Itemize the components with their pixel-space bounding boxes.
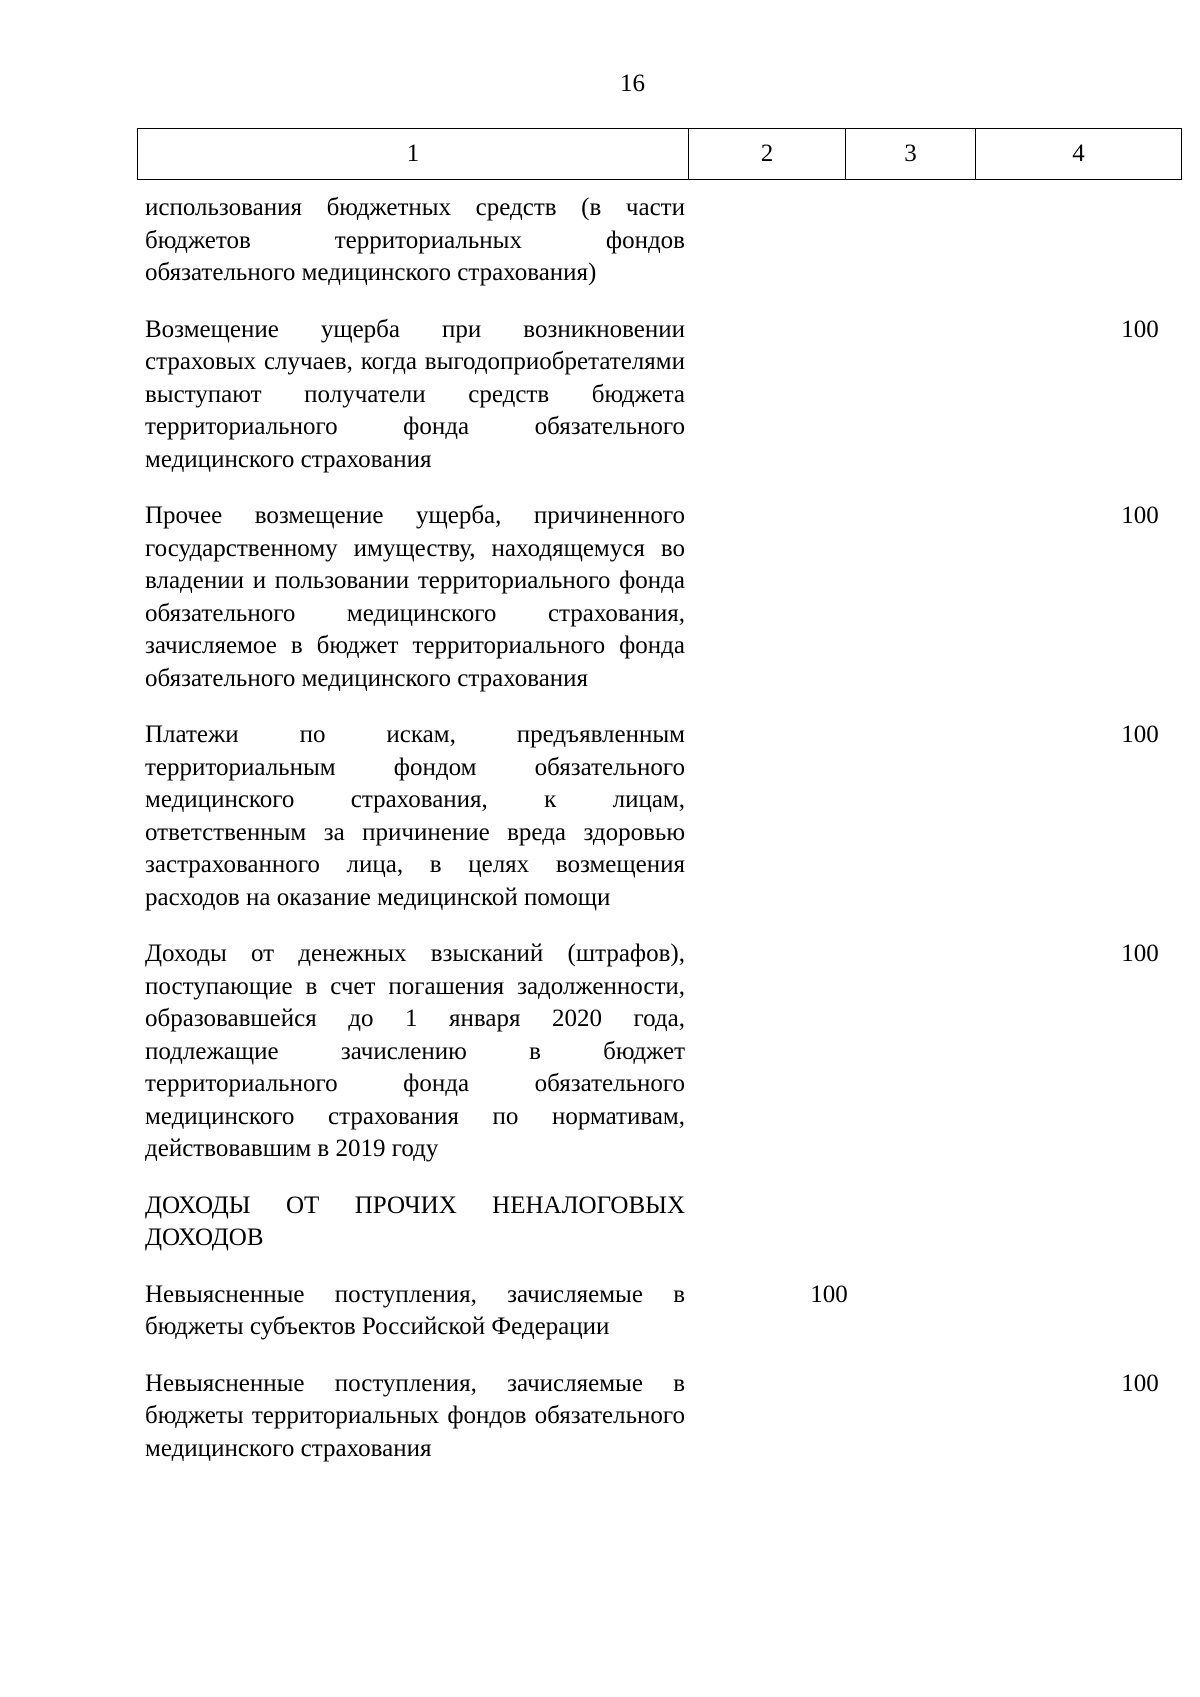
header-col-1: 1: [138, 129, 689, 180]
row-value-col4: 100: [1121, 502, 1159, 529]
table-row: [145, 719, 1185, 914]
table-row: [145, 1368, 1185, 1466]
section-heading: ДОХОДЫ ОТ ПРОЧИХ НЕНАЛОГОВЫХ ДОХОДОВ: [145, 1191, 685, 1251]
header-col-3: 3: [846, 129, 976, 180]
row-description: Невыясненные поступления, зачисляемые в бюджеты субъектов Российской Федерации: [145, 1280, 685, 1340]
section-heading-row: [145, 1190, 1185, 1255]
row-description: Возмещение ущерба при возникновении страховых случаев, когда выгодоприобретателями выступают получатели средств бюджета территориального фонда обязательного медицинского страхования: [145, 315, 685, 473]
table-body: [145, 192, 1185, 1489]
table-row: [145, 192, 1185, 290]
row-description: Прочее возмещение ущерба, причиненного государственному имуществу, находящемуся во владении и пользовании территориального фонда обязательного медицинского страхования, зачисляемое в бюджет территориального фонда обязательного медицинского страхования: [145, 502, 685, 692]
table-row: [145, 314, 1185, 477]
row-description: Доходы от денежных взысканий (штрафов), поступающие в счет погашения задолженности, образовавшейся до 1 января 2020 года, подлежащие зачислению в бюджет территориального фонда обязательного медицинского страхования по нормативам, действовавшим в 2019 году: [145, 940, 685, 1162]
row-value-col4: 100: [1121, 940, 1159, 967]
row-value-col4: 100: [1121, 1369, 1159, 1397]
page-number: 16: [620, 70, 645, 97]
row-description: использования бюджетных средств (в части бюджетов территориальных фондов обязательного медицинского страхования): [145, 194, 685, 286]
table-row: [145, 500, 1185, 695]
header-col-2: 2: [689, 129, 846, 180]
row-description: Невыясненные поступления, зачисляемые в бюджеты территориальных фондов обязательного медицинского страхования: [145, 1369, 685, 1462]
table-row: [145, 938, 1185, 1166]
header-col-4: 4: [976, 129, 1182, 180]
row-value-col4: 100: [1121, 721, 1159, 748]
row-value-col4: 100: [1121, 315, 1159, 343]
row-value-col2: 100: [810, 1280, 848, 1308]
table-row: [145, 1279, 1185, 1344]
row-description: Платежи по искам, предъявленным территориальным фондом обязательного медицинского страхования, к лицам, ответственным за причинение вреда здоровью застрахованного лица, в целях возмещения расходов на оказание медицинской помощи: [145, 721, 685, 911]
table-header: [137, 128, 1182, 180]
header-row: [138, 129, 1182, 180]
